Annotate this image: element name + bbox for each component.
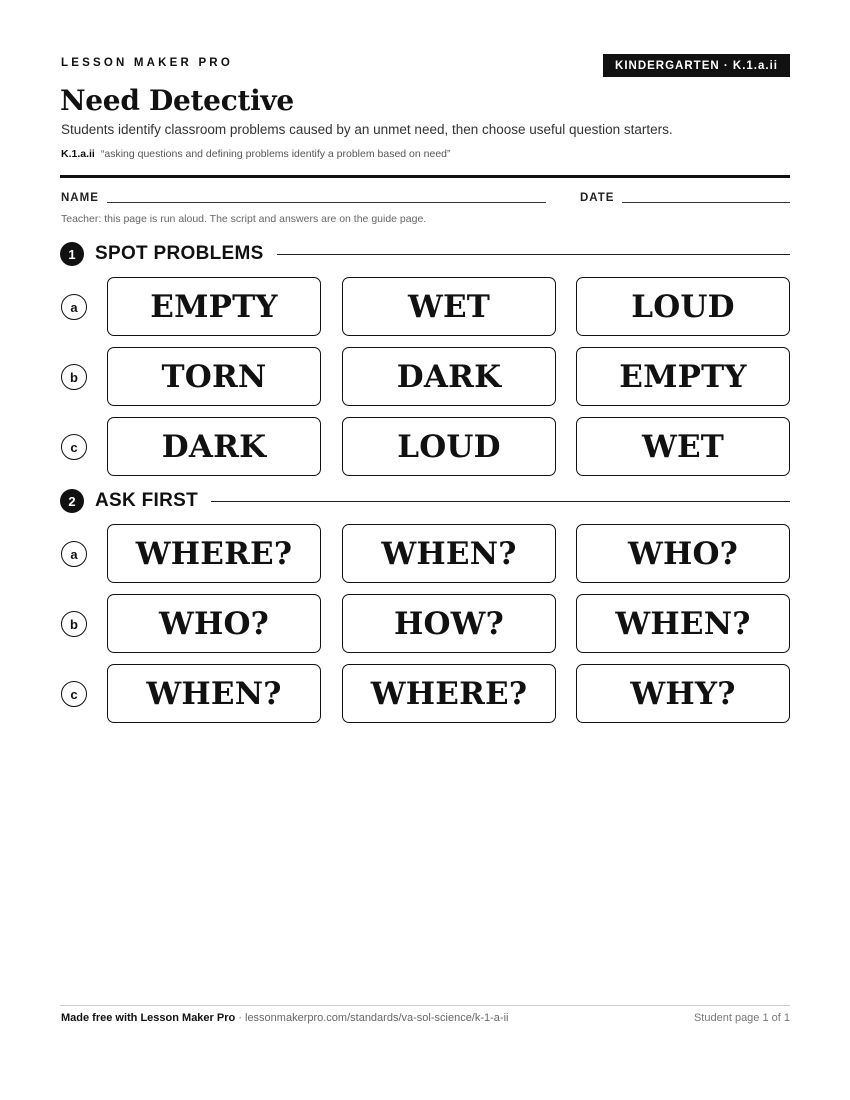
date-field[interactable] — [622, 202, 790, 203]
answer-card[interactable]: WHEN? — [342, 524, 556, 583]
footer-credit — [61, 1012, 508, 1024]
name-field[interactable] — [107, 202, 546, 203]
row-letter-badge: a — [61, 294, 87, 320]
answer-card[interactable]: DARK — [342, 347, 556, 406]
answer-card[interactable]: WET — [576, 417, 790, 476]
date-label: DATE — [580, 192, 615, 204]
section-header-spot-problems — [60, 242, 790, 266]
problem-row-b — [60, 347, 790, 407]
standard-code: K.1.a.ii — [61, 148, 95, 160]
footer-page-number: Student page 1 of 1 — [693, 1012, 790, 1024]
problem-row-c — [60, 417, 790, 477]
answer-card[interactable]: LOUD — [342, 417, 556, 476]
answer-card[interactable]: WHO? — [107, 594, 321, 653]
page-title: Need Detective — [60, 84, 294, 117]
teacher-note: Teacher: this page is run aloud. The script and answers are on the guide page. — [61, 213, 427, 225]
answer-card[interactable]: WHO? — [576, 524, 790, 583]
section-number: 1 — [60, 242, 84, 266]
answer-card[interactable]: EMPTY — [576, 347, 790, 406]
section-rule — [211, 501, 790, 502]
name-label: NAME — [61, 192, 99, 204]
section-number: 2 — [60, 489, 84, 513]
footer-divider — [60, 1005, 790, 1006]
answer-card[interactable]: LOUD — [576, 277, 790, 336]
question-row-b — [60, 594, 790, 654]
answer-card[interactable]: DARK — [107, 417, 321, 476]
row-letter-badge: b — [61, 611, 87, 637]
grade-badge: KINDERGARTEN · K.1.a.ii — [603, 54, 790, 77]
footer-url[interactable]: · lessonmakerpro.com/standards/va-sol-science/k-1-a-ii — [235, 1012, 509, 1024]
standard-text: “asking questions and defining problems identify a problem based on need” — [100, 148, 451, 160]
section-title: SPOT PROBLEMS — [95, 243, 264, 264]
answer-card[interactable]: WHERE? — [107, 524, 321, 583]
footer-made-with: Made free with Lesson Maker Pro — [61, 1012, 236, 1024]
answer-card[interactable]: HOW? — [342, 594, 556, 653]
answer-card[interactable]: WHERE? — [342, 664, 556, 723]
row-letter-badge: c — [61, 434, 87, 460]
answer-card[interactable]: WHEN? — [576, 594, 790, 653]
row-letter-badge: b — [61, 364, 87, 390]
question-row-c — [60, 664, 790, 724]
section-title: ASK FIRST — [95, 490, 198, 511]
answer-card[interactable]: WHY? — [576, 664, 790, 723]
row-letter-badge: c — [61, 681, 87, 707]
row-letter-badge: a — [61, 541, 87, 567]
section-rule — [277, 254, 790, 255]
header-divider — [60, 175, 790, 178]
answer-card[interactable]: TORN — [107, 347, 321, 406]
question-row-a — [60, 524, 790, 584]
problem-row-a — [60, 277, 790, 337]
brand-name: LESSON MAKER PRO — [61, 57, 233, 69]
answer-card[interactable]: EMPTY — [107, 277, 321, 336]
section-header-ask-first — [60, 489, 790, 513]
page-subtitle: Students identify classroom problems caused by an unmet need, then choose useful question starters. — [61, 122, 673, 137]
answer-card[interactable]: WHEN? — [107, 664, 321, 723]
answer-card[interactable]: WET — [342, 277, 556, 336]
standard-line — [61, 148, 451, 160]
